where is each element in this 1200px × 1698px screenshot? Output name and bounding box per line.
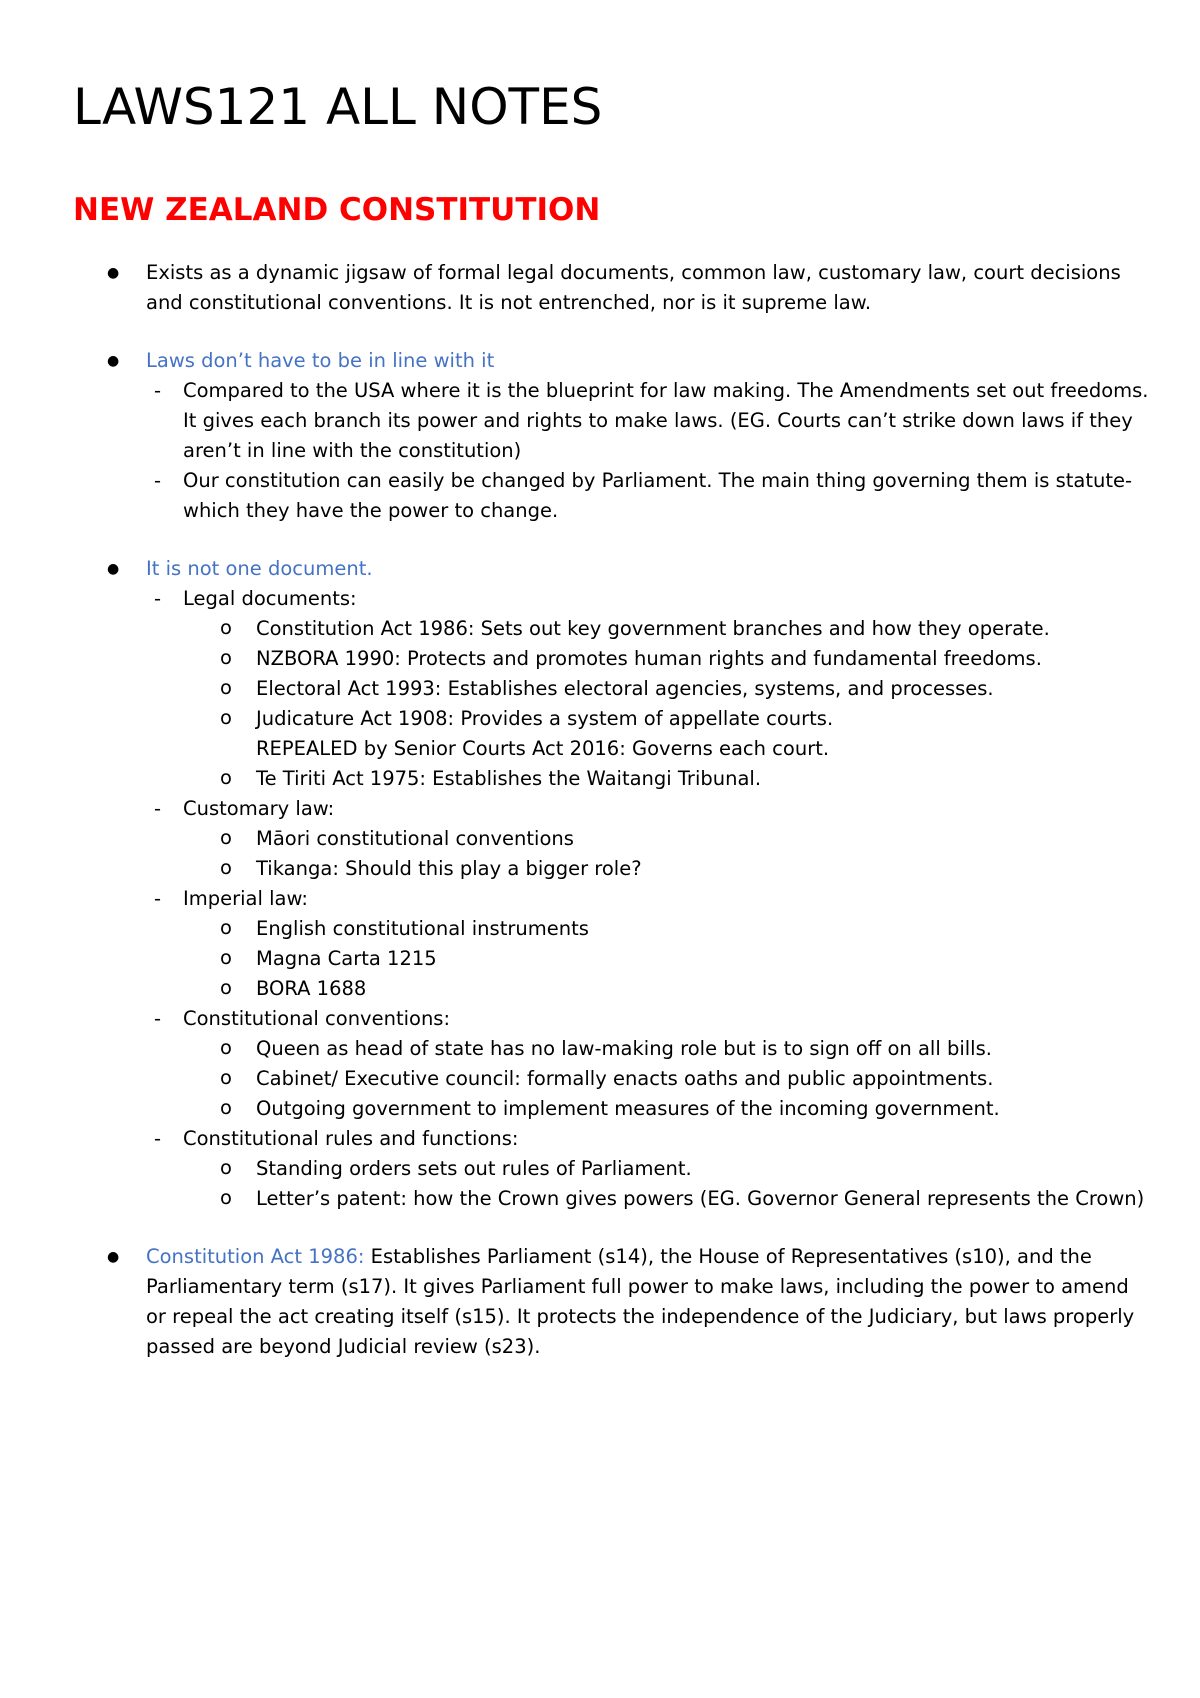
list-item-text: REPEALED by Senior Courts Act 2016: Governs each court. bbox=[256, 737, 830, 760]
not-one-bullet bbox=[0, 554, 1146, 584]
intro-text: Exists as a dynamic jigsaw of formal legal documents, common law, customary law, court decisions and constitutional conventions. It is not entrenched, nor is it supreme law. bbox=[146, 261, 1121, 314]
list-item bbox=[0, 644, 1156, 674]
not-one-label: It is not one document. bbox=[146, 557, 373, 580]
list-item bbox=[0, 944, 1156, 974]
list-item bbox=[0, 1184, 1156, 1214]
list-item bbox=[0, 764, 1156, 794]
list-item bbox=[0, 854, 1156, 884]
legal-docs-group bbox=[0, 584, 1153, 614]
laws-line-point bbox=[0, 466, 1153, 526]
list-item bbox=[0, 824, 1156, 854]
list-item bbox=[0, 704, 1156, 734]
notes-body bbox=[0, 258, 1200, 1362]
imperial-law-group bbox=[0, 884, 1153, 914]
list-item-text: Cabinet/ Executive council: formally enacts oaths and public appointments. bbox=[256, 1067, 994, 1090]
list-item-text: Letter’s patent: how the Crown gives powers (EG. Governor General represents the Crown) bbox=[256, 1187, 1145, 1210]
section-heading: NEW ZEALAND CONSTITUTION bbox=[73, 192, 601, 228]
list-item bbox=[0, 1154, 1156, 1184]
list-item-continuation bbox=[0, 734, 1156, 764]
page-title: LAWS121 ALL NOTES bbox=[73, 78, 603, 136]
list-item bbox=[0, 1094, 1156, 1124]
conventions-group bbox=[0, 1004, 1153, 1034]
list-item-text: Te Tiriti Act 1975: Establishes the Waitangi Tribunal. bbox=[256, 767, 762, 790]
list-item bbox=[0, 1064, 1156, 1094]
list-item bbox=[0, 914, 1156, 944]
laws-line-point-text: Our constitution can easily be changed by Parliament. The main thing governing them is statute- which they have the power to change. bbox=[183, 469, 1133, 522]
laws-line-point bbox=[0, 376, 1153, 466]
list-item bbox=[0, 614, 1156, 644]
conventions-label: Constitutional conventions: bbox=[183, 1007, 451, 1030]
list-item-text: Standing orders sets out rules of Parliament. bbox=[256, 1157, 692, 1180]
laws-line-point-text: Compared to the USA where it is the blueprint for law making. The Amendments set out freedoms. It gives each branch its power and rights to make laws. (EG. Courts can’t strike down laws if they aren’t in line with the constitution) bbox=[183, 379, 1149, 462]
list-item-text: English constitutional instruments bbox=[256, 917, 589, 940]
list-item-text: Outgoing government to implement measures of the incoming government. bbox=[256, 1097, 1000, 1120]
list-item-text: BORA 1688 bbox=[256, 977, 367, 1000]
list-item-text: Tikanga: Should this play a bigger role? bbox=[256, 857, 642, 880]
rules-label: Constitutional rules and functions: bbox=[183, 1127, 519, 1150]
list-item-text: Judicature Act 1908: Provides a system of appellate courts. bbox=[256, 707, 834, 730]
list-item bbox=[0, 1034, 1156, 1064]
constitution-act-label: Constitution Act 1986: bbox=[146, 1245, 365, 1268]
legal-docs-label: Legal documents: bbox=[183, 587, 357, 610]
intro-bullet bbox=[0, 258, 1146, 318]
imperial-law-label: Imperial law: bbox=[183, 887, 308, 910]
list-item-text: NZBORA 1990: Protects and promotes human rights and fundamental freedoms. bbox=[256, 647, 1042, 670]
list-item bbox=[0, 974, 1156, 1004]
constitution-act-text: Establishes Parliament (s14), the House of Representatives (s10), and the Parliamentary term (s17). It gives Parliament full power to make laws, including the power to amend or repeal the act creating itself (s15). It protects the independence of the Judiciary, but laws properly passed are beyond Judicial review (s23). bbox=[146, 1245, 1135, 1358]
rules-group bbox=[0, 1124, 1153, 1154]
list-item-text: Constitution Act 1986: Sets out key government branches and how they operate. bbox=[256, 617, 1050, 640]
list-item-text: Electoral Act 1993: Establishes electoral agencies, systems, and processes. bbox=[256, 677, 994, 700]
list-item bbox=[0, 674, 1156, 704]
customary-law-label: Customary law: bbox=[183, 797, 335, 820]
laws-line-label: Laws don’t have to be in line with it bbox=[146, 349, 495, 372]
laws-line-bullet bbox=[0, 346, 1146, 376]
list-item-text: Māori constitutional conventions bbox=[256, 827, 574, 850]
list-item-text: Magna Carta 1215 bbox=[256, 947, 437, 970]
list-item-text: Queen as head of state has no law-making role but is to sign off on all bills. bbox=[256, 1037, 992, 1060]
constitution-act-bullet bbox=[0, 1242, 1146, 1362]
customary-law-group bbox=[0, 794, 1153, 824]
